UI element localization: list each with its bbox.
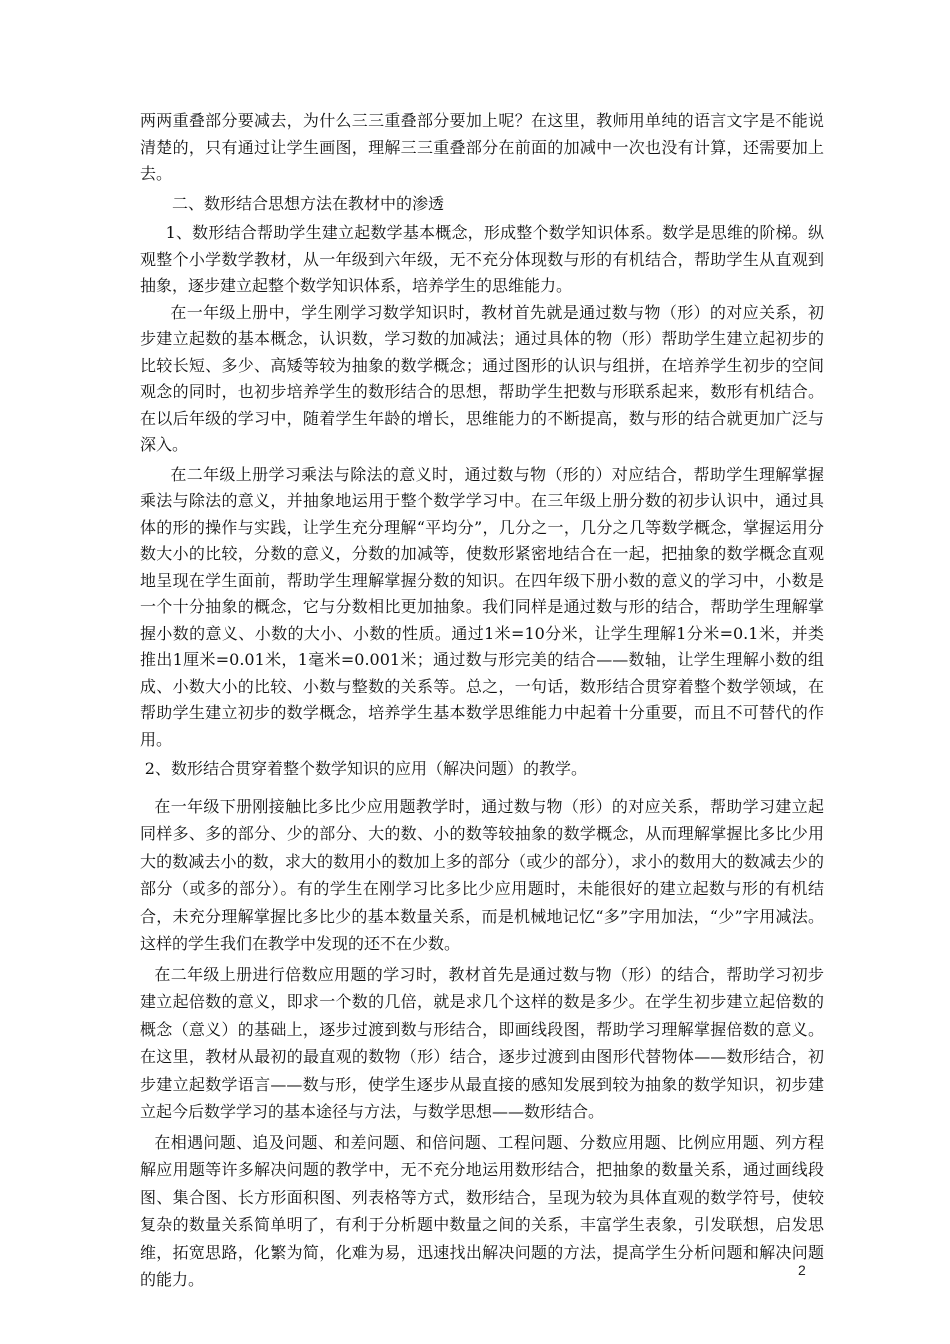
paragraph-5: 在一年级下册刚接触比多比少应用题教学时，通过数与物（形）的对应关系，帮助学习建立起同样多、多的部分、少的部分、大的数、小的数等较抽象的数学概念，从而理解掌握比多比少用大的数减去小的数，求大的数用小的数加上多的部分（或少的部分），求小的数用大的数减去少的部分（或多的部分）。有的学生在刚学习比多比少应用题时，未能很好的建立起数与形的有机结合，未充分理解掌握比多比少的基本数量关系，而是机械地记忆“多”字用加法，“少”字用减法。这样的学生我们在教学中发现的还不在少数。 bbox=[140, 796, 824, 953]
paragraph-continuation: 两两重叠部分要减去，为什么三三重叠部分要加上呢？在这里，教师用单纯的语言文字是不能说清楚的，只有通过让学生画图，理解三三重叠部分在前面的加减中一次也没有计算，还需要加上去。 bbox=[140, 111, 824, 183]
paragraph-1: 1、数形结合帮助学生建立起数学基本概念，形成整个数学知识体系。数学是思维的阶梯。纵观整个小学数学教材，从一年级到六年级，无不充分体现数与形的有机结合，帮助学生从直观到抽象，逐步建立起整个数学知识体系，培养学生的思维能力。 bbox=[140, 223, 824, 295]
page-number: 2 bbox=[798, 1262, 806, 1278]
paragraph-2: 在一年级上册中，学生刚学习数学知识时，教材首先就是通过数与物（形）的对应关系，初步建立起数的基本概念，认识数，学习数的加减法；通过具体的物（形）帮助学生建立起初步的比较长短、多少、高矮等较为抽象的数学概念；通过图形的认识与组拼，在培养学生初步的空间观念的同时，也初步培养学生的数形结合的思想，帮助学生把数与形联系起来，数形有机结合。在以后年级的学习中，随着学生年龄的增长，思维能力的不断提高，数与形的结合就更加广泛与深入。 bbox=[140, 302, 824, 454]
paragraph-7: 在相遇问题、追及问题、和差问题、和倍问题、工程问题、分数应用题、比例应用题、列方程解应用题等许多解决问题的教学中，无不充分地运用数形结合，把抽象的数量关系，通过画线段图、集合图、长方形面积图、列表格等方式，数形结合，呈现为较为具体直观的数学符号，使较复杂的数量关系简单明了，有利于分析题中数量之间的关系，丰富学生表象，引发联想，启发思维，拓宽思路，化繁为简，化难为易，迅速找出解决问题的方法，提高学生分析问题和解决问题的能力。 bbox=[140, 1132, 824, 1289]
paragraph-6: 在二年级上册进行倍数应用题的学习时，教材首先是通过数与物（形）的结合，帮助学习初步建立起倍数的意义，即求一个数的几倍，就是求几个这样的数是多少。在学生初步建立起倍数的概念（意义）的基础上，逐步过渡到数与形结合，即画线段图，帮助学习理解掌握倍数的意义。在这里，教材从最初的最直观的数物（形）结合，逐步过渡到由图形代替物体——数形结合，初步建立起数学语言——数与形，使学生逐步从最直接的感知发展到较为抽象的数学知识，初步建立起今后数学学习的基本途径与方法，与数学思想——数形结合。 bbox=[140, 964, 824, 1121]
paragraph-3: 在二年级上册学习乘法与除法的意义时，通过数与物（形的）对应结合，帮助学生理解掌握乘法与除法的意义，并抽象地运用于整个数学学习中。在三年级上册分数的初步认识中，通过具体的形的操作与实践，让学生充分理解“平均分”，几分之一，几分之几等数学概念，掌握运用分数大小的比较，分数的意义，分数的加减等，使数形紧密地结合在一起，把抽象的数学概念直观地呈现在学生面前，帮助学生理解掌握分数的知识。在四年级下册小数的意义的学习中，小数是一个十分抽象的概念，它与分数相比更加抽象。我们同样是通过数与形的结合，帮助学生理解掌握小数的意义、小数的大小、小数的性质。通过1米=10分米，让学生理解1分米=0.1米，并类推出1厘米=0.01米，1毫米=0.001米；通过数与形完美的结合——数轴，让学生理解小数的组成、小数大小的比较、小数与整数的关系等。总之，一句话，数形结合贯穿着整个数学领域，在帮助学生建立初步的数学概念，培养学生基本数学思维能力中起着十分重要，而且不可替代的作用。 bbox=[140, 464, 824, 749]
paragraph-4: 2、数形结合贯穿着整个数学知识的应用（解决问题）的教学。 bbox=[144, 759, 587, 778]
section-heading: 二、数形结合思想方法在教材中的渗透 bbox=[172, 193, 445, 213]
body-text bbox=[140, 108, 824, 1294]
